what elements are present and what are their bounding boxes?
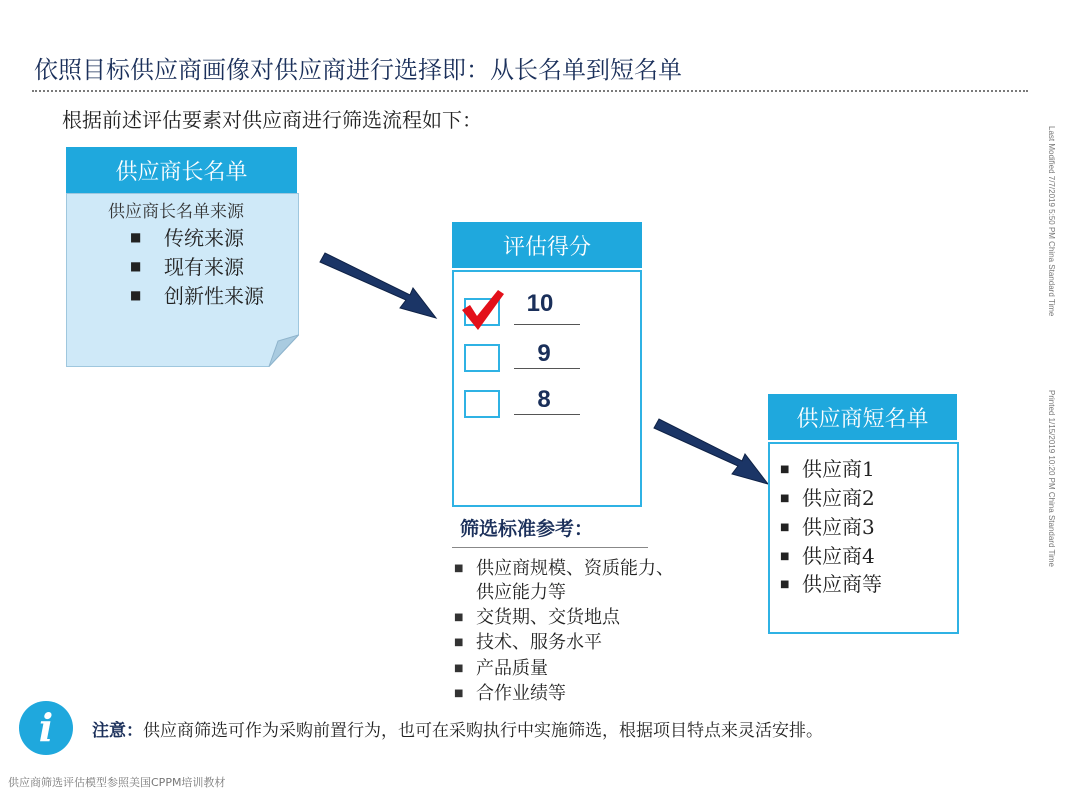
- short-list-header: 供应商短名单: [768, 394, 957, 440]
- square-bullet-icon: ■: [780, 551, 790, 562]
- criteria-item-continued: 供应能力等: [476, 582, 566, 603]
- score-header: 评估得分: [452, 222, 642, 268]
- square-bullet-icon: ■: [454, 563, 464, 574]
- printed-note: Printed 1/15/2019 10:20 PM China Standard Time: [1047, 390, 1056, 567]
- square-bullet-icon: ■: [780, 464, 790, 475]
- footer-source: 供应商筛选评估模型参照美国CPPM培训教材: [8, 776, 226, 789]
- note-label: 注意：: [92, 721, 143, 741]
- score-underline: [514, 324, 580, 325]
- long-list-item: ■ 现有来源: [130, 255, 244, 279]
- note-body: 供应商筛选可作为采购前置行为，也可在采购执行中实施筛选，根据项目特点来灵活安排。: [143, 721, 823, 741]
- dark-blue-arrow-icon: [314, 248, 438, 326]
- note-text: [92, 716, 823, 741]
- criteria-item: ■ 交货期、交货地点: [454, 607, 620, 628]
- criteria-item: ■ 产品质量: [454, 658, 548, 679]
- score-value: 8: [537, 386, 551, 413]
- criteria-item: ■ 供应商规模、资质能力、: [454, 558, 674, 579]
- square-bullet-icon: ■: [130, 230, 142, 244]
- square-bullet-icon: ■: [130, 288, 142, 302]
- square-bullet-icon: ■: [454, 663, 464, 674]
- score-underline: [514, 368, 580, 369]
- score-underline: [514, 414, 580, 415]
- score-value: 9: [537, 340, 551, 367]
- title-divider: [32, 90, 1028, 92]
- long-list-item: ■ 创新性来源: [130, 284, 264, 308]
- score-checkbox[interactable]: [464, 344, 500, 372]
- square-bullet-icon: ■: [454, 637, 464, 648]
- red-checkmark-icon: [460, 288, 506, 332]
- dark-blue-arrow-icon: [648, 414, 770, 492]
- criteria-title: 筛选标准参考：: [460, 518, 594, 540]
- square-bullet-icon: ■: [454, 688, 464, 699]
- score-checkbox[interactable]: [464, 390, 500, 418]
- criteria-divider: [452, 547, 648, 548]
- short-list-item: ■ 供应商2: [780, 486, 875, 510]
- short-list-item: ■ 供应商3: [780, 515, 875, 539]
- square-bullet-icon: ■: [130, 259, 142, 273]
- criteria-item: ■ 合作业绩等: [454, 683, 566, 704]
- page-subtitle: 根据前述评估要素对供应商进行筛选流程如下：: [62, 108, 482, 132]
- long-list-item: ■ 传统来源: [130, 226, 244, 250]
- square-bullet-icon: ■: [780, 579, 790, 590]
- square-bullet-icon: ■: [454, 612, 464, 623]
- long-list-source-label: 供应商长名单来源: [108, 202, 244, 222]
- score-value: 10: [526, 290, 554, 317]
- short-list-item: ■ 供应商1: [780, 457, 875, 481]
- square-bullet-icon: ■: [780, 493, 790, 504]
- square-bullet-icon: ■: [780, 522, 790, 533]
- long-list-header: 供应商长名单: [66, 147, 297, 193]
- short-list-item: ■ 供应商4: [780, 544, 875, 568]
- short-list-item: ■ 供应商等: [780, 572, 882, 596]
- last-modified-note: Last Modified 7/7/2019 5:50 PM China Standard Time: [1047, 126, 1056, 317]
- criteria-item: ■ 技术、服务水平: [454, 632, 602, 653]
- info-icon: i: [19, 701, 73, 755]
- page-title: 依照目标供应商画像对供应商进行选择即：从长名单到短名单: [34, 56, 682, 84]
